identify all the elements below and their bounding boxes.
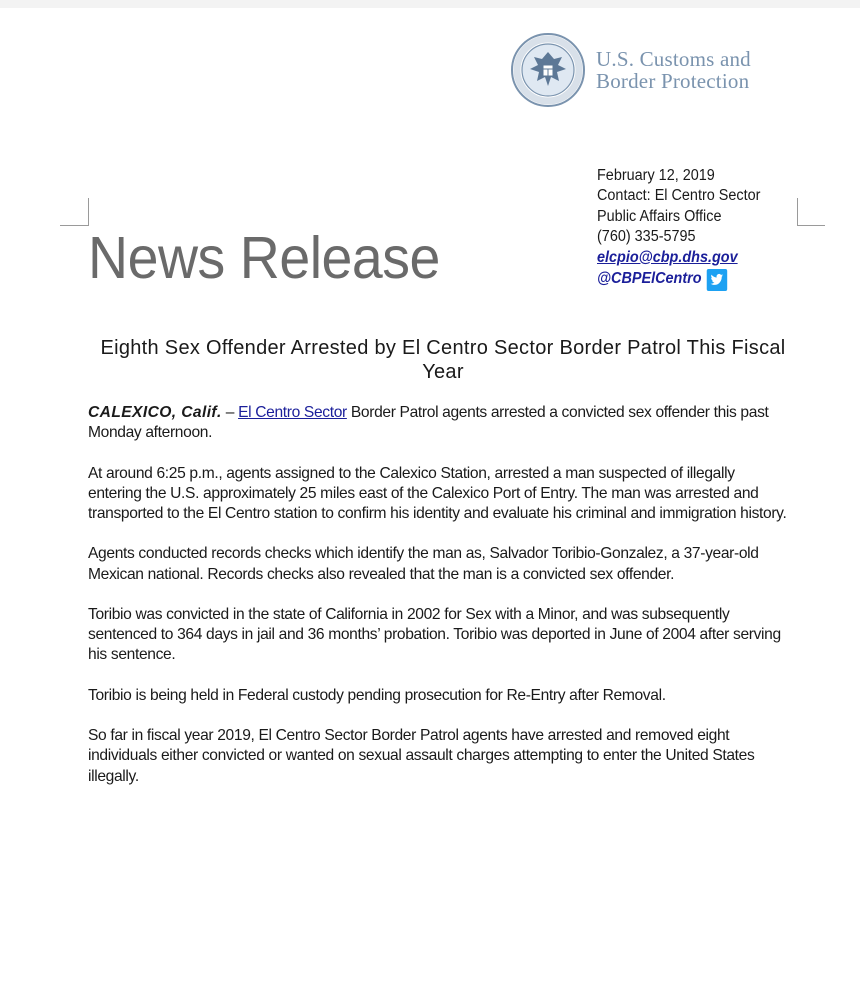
twitter-bird-icon[interactable] (707, 269, 727, 291)
top-strip (0, 0, 860, 8)
crop-mark-left-h (60, 225, 88, 226)
paragraph-6: So far in fiscal year 2019, El Centro Sector Border Patrol agents have arrested and removed eight individuals either convicted or wanted on sexual assault charges attempting to enter the United States illegally. (88, 727, 755, 785)
release-date: February 12, 2019 (597, 167, 715, 184)
page-title: News Release (88, 225, 440, 291)
agency-name (596, 48, 751, 92)
paragraph-2: At around 6:25 p.m., agents assigned to the Calexico Station, arrested a man suspected of illegally entering the U.S. approximately 25 miles east of the Calexico Port of Entry. The man was arrested and transported to the El Centro station to confirm his identity and evaluate his criminal and immigration history. (88, 464, 787, 522)
agency-name-line2: Border Protection (596, 69, 750, 93)
article-body (88, 403, 788, 807)
agency-name-line1: U.S. Customs and (596, 47, 751, 71)
contact-block (597, 166, 773, 290)
dateline: CALEXICO, Calif. (88, 404, 222, 421)
paragraph-1 (88, 403, 788, 443)
paragraph-3: Agents conducted records checks which identify the man as, Salvador Toribio-Gonzalez, a 37-year-old Mexican national. Records checks also revealed that the man is a convicted sex offender. (88, 545, 759, 583)
contact-email-link[interactable]: elcpio@cbp.dhs.gov (597, 248, 738, 266)
dhs-seal-icon (510, 32, 586, 108)
contact-office: Public Affairs Office (597, 207, 722, 225)
paragraph-4: Toribio was convicted in the state of California in 2002 for Sex with a Minor, and was subsequently sentenced to 364 days in jail and 36 months’ probation. Toribio was deported in June of 2004 after serving his sentence. (88, 605, 781, 664)
twitter-handle-link[interactable]: @CBPElCentro (597, 270, 702, 288)
dateline-dash: – (221, 404, 239, 421)
crop-mark-right-v (797, 198, 798, 226)
contact-line: Contact: El Centro Sector (597, 187, 761, 205)
el-centro-sector-link[interactable]: El Centro Sector (238, 404, 347, 421)
crop-mark-right-h (797, 225, 825, 226)
headline: Eighth Sex Offender Arrested by El Centro Sector Border Patrol This Fiscal Year (100, 337, 786, 383)
paragraph-5: Toribio is being held in Federal custody pending prosecution for Re-Entry after Removal. (88, 686, 666, 704)
contact-phone: (760) 335-5795 (597, 228, 696, 246)
crop-mark-left-v (88, 198, 89, 226)
paragraph-1-text: Border Patrol agents arrested a convicted sex offender this past Monday afternoon. (88, 404, 769, 442)
